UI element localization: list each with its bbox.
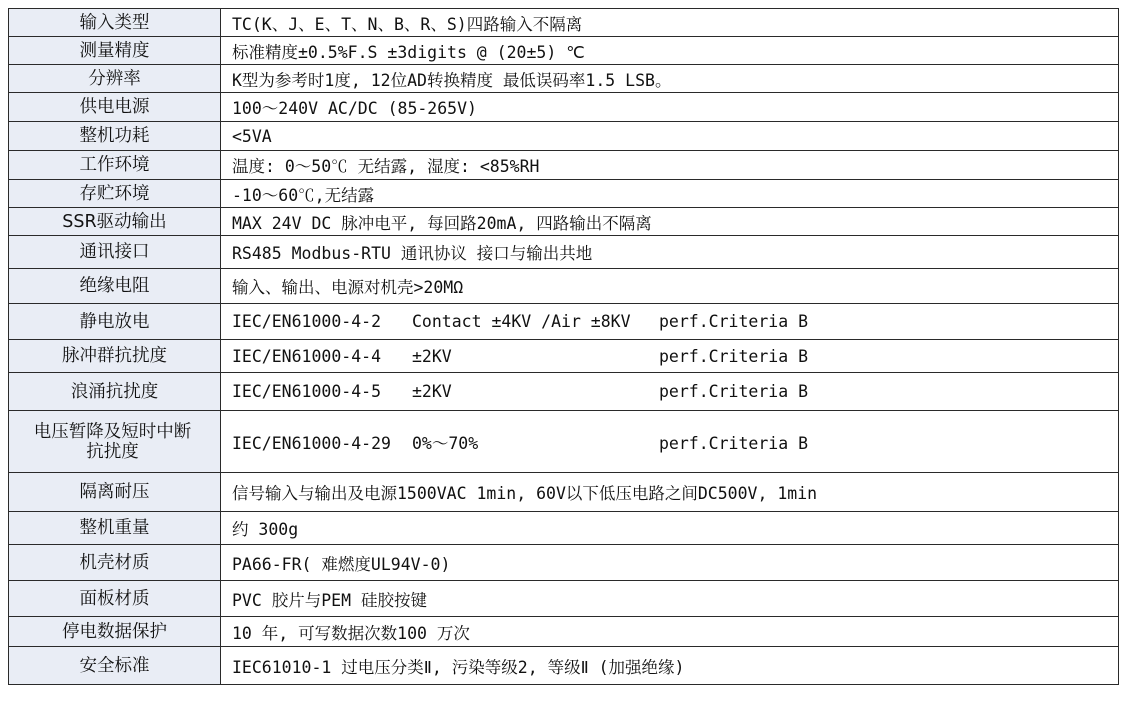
table-row [9, 93, 1119, 122]
row-value: K型为参考时1度, 12位AD转换精度 最低误码率1.5 LSB。 [221, 65, 1119, 93]
row-label: 工作环境 [9, 151, 221, 180]
criteria-text: perf.Criteria B [659, 312, 809, 331]
row-label: 存贮环境 [9, 180, 221, 208]
level-text: Contact ±4KV /Air ±8KV [412, 312, 631, 331]
row-value: 10 年, 可写数据次数100 万次 [221, 617, 1119, 647]
row-value: -10～60℃,无结露 [221, 180, 1119, 208]
row-label: SSR驱动输出 [9, 208, 221, 236]
table-row [9, 65, 1119, 93]
row-label: 通讯接口 [9, 236, 221, 269]
table-row [9, 647, 1119, 685]
level-text: ±2KV [412, 382, 452, 401]
standard-text: IEC/EN61000-4-4 [232, 346, 382, 366]
table-row [9, 411, 1119, 473]
table-row [9, 208, 1119, 236]
row-value: 100～240V AC/DC (85-265V) [221, 93, 1119, 122]
row-label: 电压暂降及短时中断抗扰度 [9, 411, 221, 473]
row-label: 隔离耐压 [9, 473, 221, 512]
table-row [9, 473, 1119, 512]
row-value: 约 300g [221, 512, 1119, 545]
row-value: 输入、输出、电源对机壳>20MΩ [221, 269, 1119, 304]
row-value: IEC61010-1 过电压分类Ⅱ, 污染等级2, 等级Ⅱ (加强绝缘) [221, 647, 1119, 685]
row-label: 输入类型 [9, 9, 221, 37]
row-label: 停电数据保护 [9, 617, 221, 647]
row-value [221, 411, 1119, 473]
row-label: 静电放电 [9, 304, 221, 340]
table-row [9, 236, 1119, 269]
table-row [9, 37, 1119, 65]
row-label: 安全标准 [9, 647, 221, 685]
row-value: 温度: 0～50℃ 无结露, 湿度: <85%RH [221, 151, 1119, 180]
row-value: PA66-FR( 难燃度UL94V-0) [221, 545, 1119, 581]
row-value: <5VA [221, 122, 1119, 151]
row-label: 整机功耗 [9, 122, 221, 151]
table-row [9, 340, 1119, 373]
standard-text: IEC/EN61000-4-29 [232, 433, 391, 453]
row-value [221, 373, 1119, 411]
level-text: 0%～70% [412, 433, 479, 453]
row-label: 测量精度 [9, 37, 221, 65]
row-label: 绝缘电阻 [9, 269, 221, 304]
table-row [9, 122, 1119, 151]
table-row [9, 545, 1119, 581]
row-value: 标准精度±0.5%F.S ±3digits @ (20±5) ℃ [221, 37, 1119, 65]
table-row [9, 9, 1119, 37]
row-value: RS485 Modbus-RTU 通讯协议 接口与输出共地 [221, 236, 1119, 269]
table-row [9, 512, 1119, 545]
table-row [9, 304, 1119, 340]
row-value: PVC 胶片与PEM 硅胶按键 [221, 581, 1119, 617]
row-value: TC(K、J、E、T、N、B、R、S)四路输入不隔离 [221, 9, 1119, 37]
standard-text: IEC/EN61000-4-5 [232, 382, 382, 401]
table-row [9, 373, 1119, 411]
table-row [9, 269, 1119, 304]
row-label: 面板材质 [9, 581, 221, 617]
row-label: 供电电源 [9, 93, 221, 122]
row-value [221, 304, 1119, 340]
table-row [9, 581, 1119, 617]
row-label: 机壳材质 [9, 545, 221, 581]
row-label: 浪涌抗扰度 [9, 373, 221, 411]
standard-text: IEC/EN61000-4-2 [232, 312, 382, 331]
table-row [9, 617, 1119, 647]
row-value: MAX 24V DC 脉冲电平, 每回路20mA, 四路输出不隔离 [221, 208, 1119, 236]
criteria-text: perf.Criteria B [659, 382, 809, 401]
row-value [221, 340, 1119, 373]
row-label: 分辨率 [9, 65, 221, 93]
level-text: ±2KV [412, 346, 452, 366]
table-row [9, 151, 1119, 180]
row-label: 整机重量 [9, 512, 221, 545]
table-row [9, 180, 1119, 208]
criteria-text: perf.Criteria B [659, 433, 809, 453]
row-value: 信号输入与输出及电源1500VAC 1min, 60V以下低压电路之间DC500V, 1min [221, 473, 1119, 512]
spec-table [8, 8, 1119, 685]
row-label: 脉冲群抗扰度 [9, 340, 221, 373]
criteria-text: perf.Criteria B [659, 346, 809, 366]
